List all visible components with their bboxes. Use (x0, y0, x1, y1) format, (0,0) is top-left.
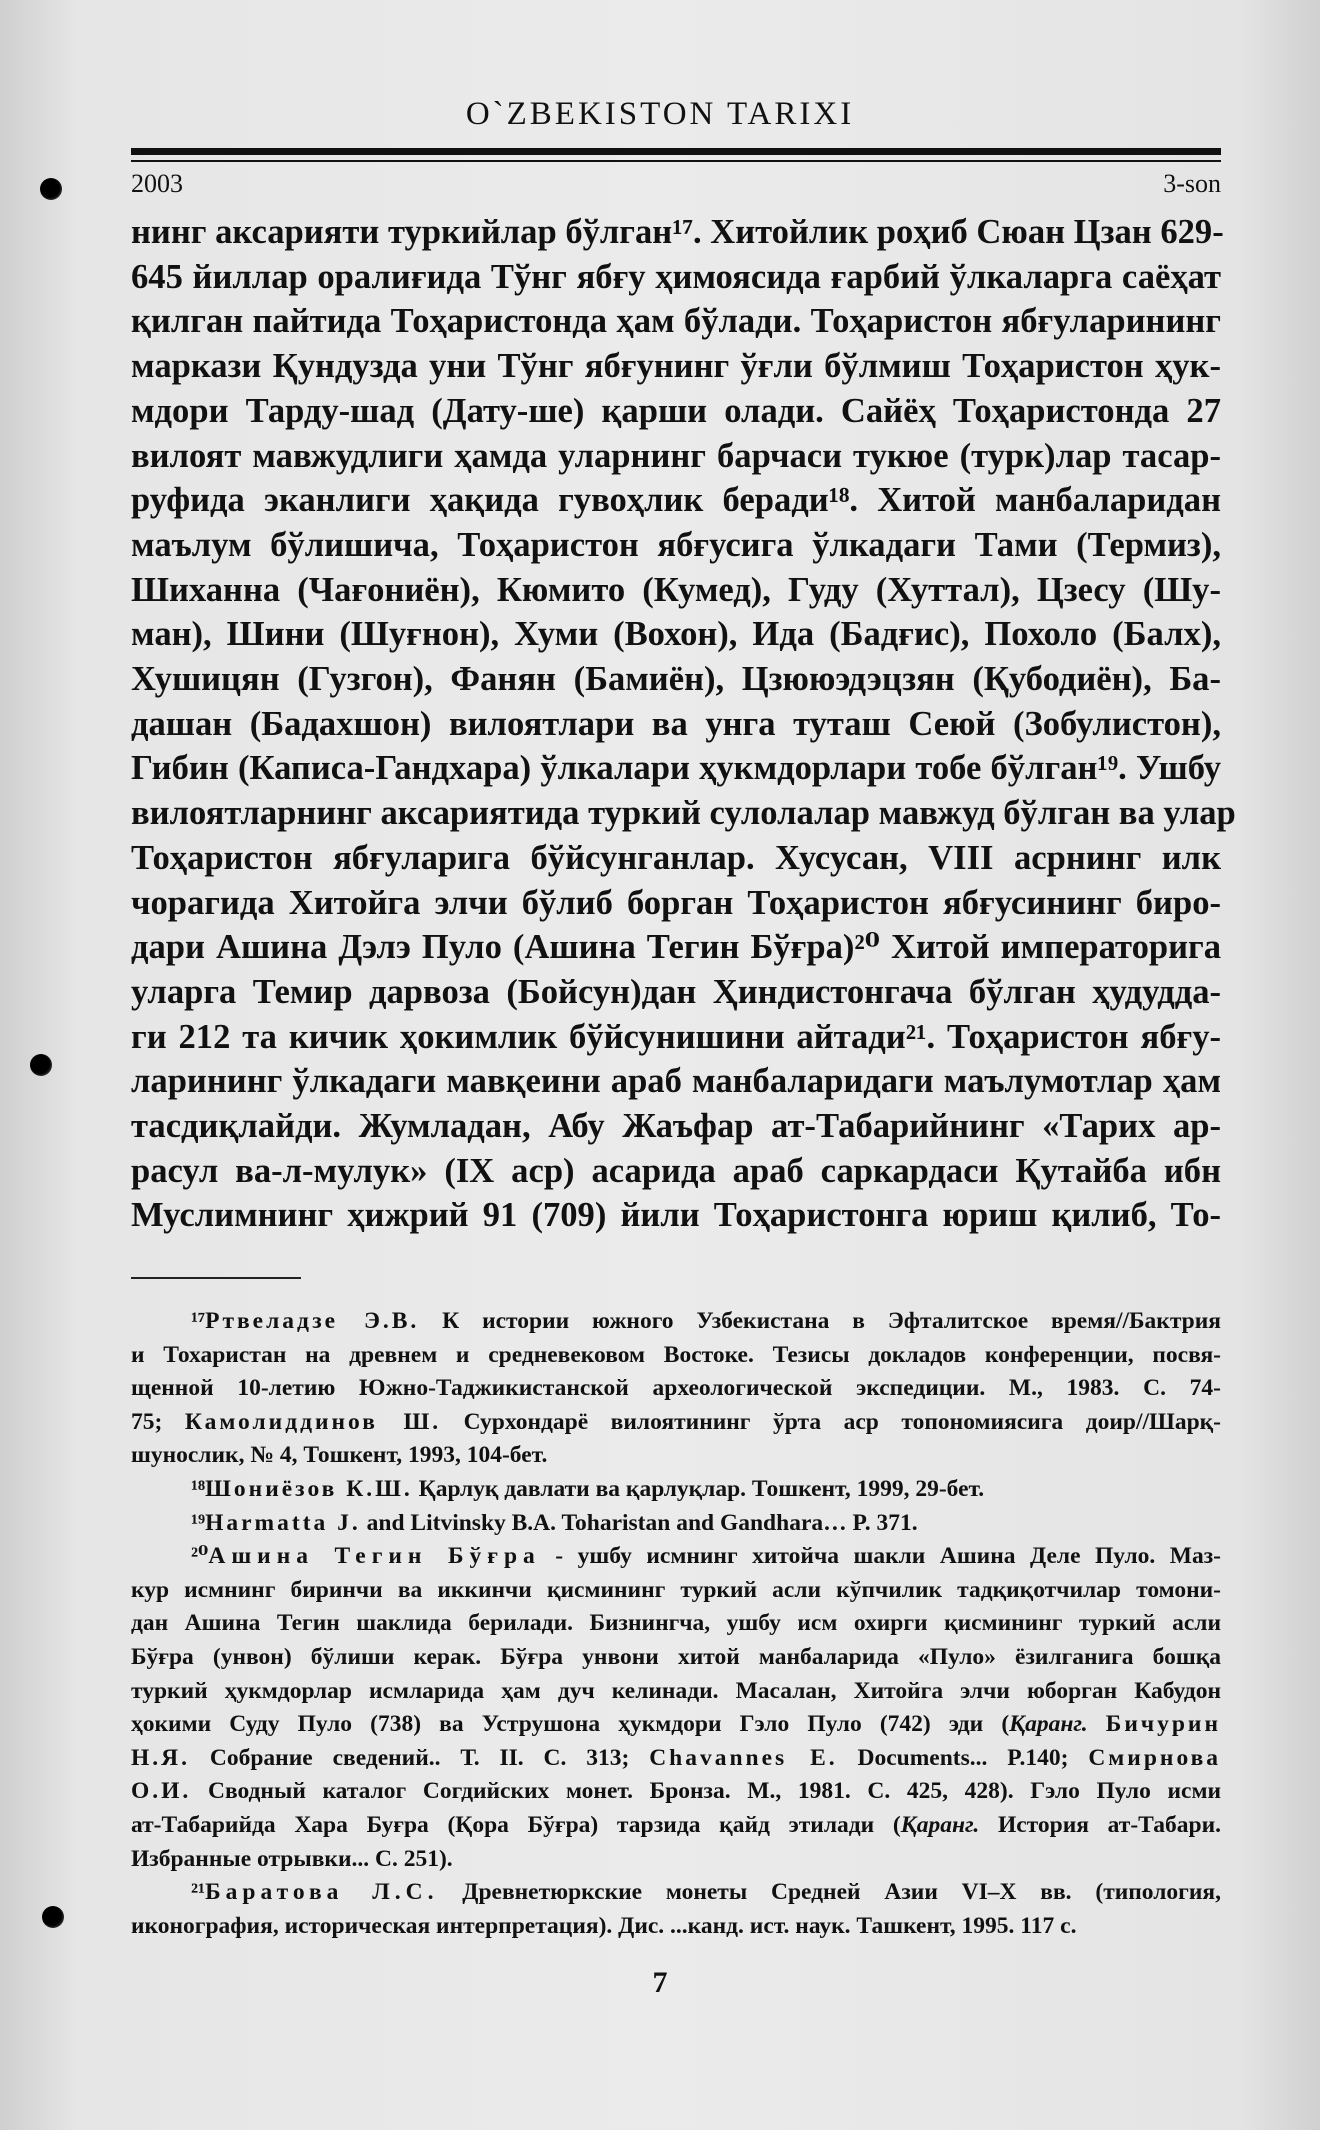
body-line: маркази Қундузда уни Тўнг ябғунинг ўғли бўлмиш Тоҳаристон ҳук- (131, 347, 1221, 386)
body-line: мдори Тарду-шад (Дату-ше) қарши олади. Сайёҳ Тоҳаристонда 27 (131, 391, 1221, 430)
footnote-line: щенной 10-летию Южно-Таджикистанской археологической экспедиции. М., 1983. С. 74- (131, 1375, 1221, 1402)
footnote-author: Смирнова (1088, 1744, 1222, 1771)
body-line: Хушицян (Гузгон), Фанян (Бамиён), Цзююэдэцзян (Қубодиён), Ба- (131, 660, 1221, 699)
footnote-line: ат-Табарийда Хара Буғра (Қора Бўғра) тарзида қайд этилади (Қаранг. История ат-Табари. (131, 1811, 1221, 1838)
footnote-author: Ртвеладзе Э.В. (205, 1308, 420, 1334)
body-line: уларга Темир дарвоза (Бойсун)дан Ҳиндистонгача бўлган ҳудудда- (131, 972, 1221, 1011)
footnote-line: Н.Я. Собрание сведений.. Т. II. С. 313; Chavannes E. Documents... P.140; Смирнова (131, 1744, 1222, 1771)
body-line: вилоятларнинг аксариятида туркий сулолалар мавжуд бўлган ва улар (131, 794, 1236, 833)
footnote-line: О.И. Сводный каталог Согдийских монет. Бронза. М., 1981. С. 425, 428). Гэло Пуло исми (131, 1778, 1222, 1805)
footnote-line: кур исмнинг биринчи ва иккинчи қисмининг туркий асли кўпчилик тадқиқотчилар томони- (131, 1576, 1221, 1603)
body-line: ларининг ўлкадаги мавқеини араб манбаларидаги маълумотлар ҳам (131, 1062, 1221, 1101)
body-line: ги 212 та кичик ҳокимлик бўйсунишини айтади²¹. Тоҳаристон ябғу- (131, 1017, 1221, 1056)
footnote-author: Chavannes E. (649, 1744, 838, 1771)
body-line: тасдиқлайди. Жумладан, Абу Жаъфар ат-Табарийнинг «Тарих ар- (131, 1107, 1221, 1146)
footnote-author: Бичурин (1105, 1711, 1222, 1738)
footnote-separator (131, 1277, 301, 1279)
header-rule-thin (131, 160, 1221, 162)
body-line: Гибин (Каписа-Гандхара) ўлкалари ҳукмдорлари тобе бўлган¹⁹. Ушбу (131, 749, 1221, 788)
body-line: маълум бўлишича, Тоҳаристон ябғусига ўлкадаги Тами (Термиз), (131, 525, 1221, 564)
article-body (131, 210, 1236, 1238)
footnote-line: и Тохаристан на древнем и средневековом Востоке. Тезисы докладов конференции, посвя- (131, 1341, 1221, 1368)
punch-hole-icon (40, 178, 62, 200)
footnote-author: Камолиддинов Ш. (184, 1408, 442, 1435)
body-line: дари Ашина Дэлэ Пуло (Ашина Тегин Бўғра)²⁰ Хитой императорига (131, 928, 1221, 967)
footnote-line: иконография, историческая интерпретация). Дис. ...канд. ист. наук. Ташкент, 1995. 117 с. (131, 1912, 1077, 1939)
body-line: руфида эканлиги ҳақида гувоҳлик беради¹⁸. Хитой манбаларидан (131, 481, 1221, 520)
footnote-author: Баратова Л.С. (205, 1879, 439, 1906)
body-line: 645 йиллар оралиғида Тўнг ябғу ҳимоясида ғарбий ўлкаларга саёҳат (131, 257, 1221, 296)
issue-year: 2003 (131, 169, 183, 198)
footnote-19: ¹⁹Harmatta J. and Litvinsky B.A. Toharistan and Gandhara… P. 371. (191, 1509, 918, 1536)
footnote-17: ¹⁷Ртвеладзе Э.В. К истории южного Узбекистана в Эфталитское время//Бактрия (191, 1308, 1221, 1334)
body-line: Шиханна (Чағониён), Кюмито (Кумед), Гуду (Хуттал), Цзесу (Шу- (131, 570, 1221, 609)
body-line: Тоҳаристон ябғуларига бўйсунганлар. Хусусан, VIII асрнинг илк (131, 838, 1221, 877)
footnote-author: Ашина Тегин Бўғра (208, 1543, 541, 1570)
footnote-author: Harmatta J. (205, 1509, 361, 1536)
body-line: вилоят мавжудлиги ҳамда уларнинг барчаси тукюе (турк)лар тасар- (131, 436, 1221, 475)
footnote-line: Избранные отрывки... С. 251). (131, 1845, 453, 1872)
body-line: чорагида Хитойга элчи бўлиб борган Тоҳаристон ябғусининг биро- (131, 883, 1221, 922)
footnote-18: ¹⁸Шониёзов К.Ш. Қарлуқ давлати ва қарлуқлар. Тошкент, 1999, 29-бет. (191, 1475, 985, 1502)
footnote-line: Бўғра (унвон) бўлиши керак. Бўғра унвони хитой манбаларида «Пуло» ёзилганига бошқа (131, 1643, 1221, 1670)
punch-hole-icon (30, 1054, 52, 1076)
body-line: Муслимнинг ҳижрий 91 (709) йили Тоҳаристонга юриш қилиб, То- (131, 1196, 1221, 1235)
page-number: 7 (652, 1966, 668, 1999)
footnote-20: ²⁰Ашина Тегин Бўғра - ушбу исмнинг хитойча шакли Ашина Деле Пуло. Маз- (191, 1543, 1221, 1570)
body-line: нинг аксарияти туркийлар бўлган¹⁷. Хитойлик роҳиб Сюан Цзан 629- (131, 213, 1224, 251)
footnote-line: шунослик, № 4, Тошкент, 1993, 104-бет. (131, 1442, 548, 1469)
header-rule (131, 148, 1221, 155)
footnote-21: ²¹Баратова Л.С. Древнетюркские монеты Средней Азии VI–X вв. (типология, (191, 1879, 1221, 1906)
footnote-line: 75; Камолиддинов Ш. Сурхондарё вилоятининг ўрта аср топономиясига доир//Шарқ- (131, 1408, 1222, 1435)
body-line: қилган пайтида Тоҳаристонда ҳам бўлади. Тоҳаристон ябғуларининг (131, 302, 1221, 341)
footnote-line: туркий ҳукмдорлар исмларида ҳам дуч келинади. Масалан, Хитойга элчи юборган Кабудон (131, 1677, 1221, 1704)
body-line: расул ва-л-мулук» (IX аср) асарида араб саркардаси Қутайба ибн (131, 1151, 1221, 1190)
body-line: дашан (Бадахшон) вилоятлари ва унга туташ Сеюй (Зобулистон), (131, 704, 1221, 743)
punch-hole-icon (42, 1906, 64, 1928)
footnote-line: ҳокими Суду Пуло (738) ва Уструшона ҳукмдори Гэло Пуло (742) эди (Қаранг. Бичурин (131, 1711, 1222, 1738)
journal-title: O`ZBEKISTON TARIXI (465, 96, 855, 132)
body-line: ман), Шини (Шуғнон), Хуми (Вохон), Ида (Бадғис), Похоло (Балх), (131, 615, 1221, 654)
footnote-author: Шониёзов К.Ш. (205, 1475, 413, 1502)
footnote-line: дан Ашина Тегин шаклида берилади. Бизнингча, ушбу исм охирги қисмининг туркий асли (131, 1610, 1221, 1637)
footnotes (131, 1305, 1221, 1943)
issue-number: 3-son (1163, 169, 1221, 198)
